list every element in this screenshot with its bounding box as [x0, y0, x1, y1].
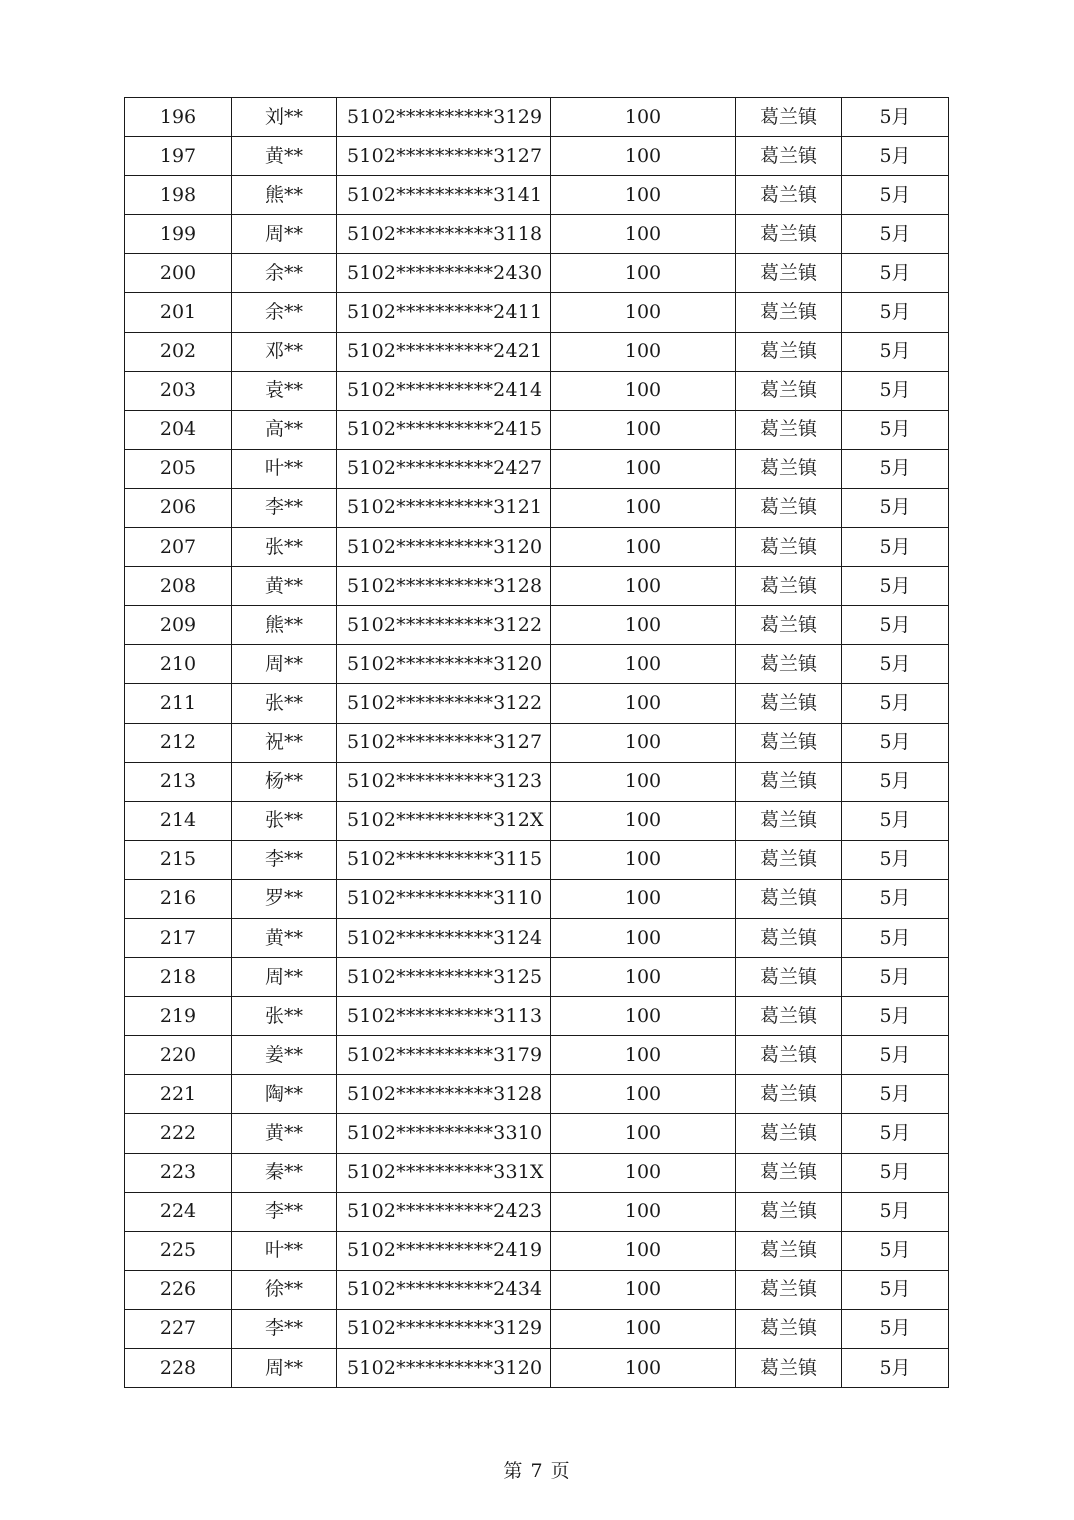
amount-cell: 100 [551, 1309, 736, 1348]
town-cell: 葛兰镇 [736, 1075, 842, 1114]
id-number-cell: 5102**********2421 [337, 332, 551, 371]
amount-cell: 100 [551, 1192, 736, 1231]
row-index-cell: 225 [125, 1231, 232, 1270]
table-row [125, 254, 949, 293]
amount-cell: 100 [551, 1075, 736, 1114]
town-cell: 葛兰镇 [736, 332, 842, 371]
id-number-cell: 5102**********3121 [337, 488, 551, 527]
amount-cell: 100 [551, 488, 736, 527]
table-row [125, 1309, 949, 1348]
id-number-cell: 5102**********3310 [337, 1114, 551, 1153]
month-cell: 5月 [842, 293, 949, 332]
amount-cell: 100 [551, 1270, 736, 1309]
town-cell: 葛兰镇 [736, 215, 842, 254]
row-index-cell: 199 [125, 215, 232, 254]
town-cell: 葛兰镇 [736, 1270, 842, 1309]
table-row [125, 98, 949, 137]
id-number-cell: 5102**********3123 [337, 762, 551, 801]
amount-cell: 100 [551, 801, 736, 840]
town-cell: 葛兰镇 [736, 1153, 842, 1192]
amount-cell: 100 [551, 840, 736, 879]
month-cell: 5月 [842, 98, 949, 137]
month-cell: 5月 [842, 879, 949, 918]
row-index-cell: 205 [125, 449, 232, 488]
month-cell: 5月 [842, 840, 949, 879]
table-row [125, 1270, 949, 1309]
row-index-cell: 227 [125, 1309, 232, 1348]
table-row [125, 1349, 949, 1388]
table-row [125, 723, 949, 762]
month-cell: 5月 [842, 410, 949, 449]
amount-cell: 100 [551, 176, 736, 215]
row-index-cell: 226 [125, 1270, 232, 1309]
name-cell: 陶** [232, 1075, 337, 1114]
row-index-cell: 203 [125, 371, 232, 410]
name-cell: 李** [232, 840, 337, 879]
table-row [125, 410, 949, 449]
id-number-cell: 5102**********3120 [337, 528, 551, 567]
amount-cell: 100 [551, 332, 736, 371]
town-cell: 葛兰镇 [736, 488, 842, 527]
table-row [125, 176, 949, 215]
id-number-cell: 5102**********3129 [337, 98, 551, 137]
month-cell: 5月 [842, 1114, 949, 1153]
town-cell: 葛兰镇 [736, 1309, 842, 1348]
id-number-cell: 5102**********2411 [337, 293, 551, 332]
row-index-cell: 216 [125, 879, 232, 918]
table-row [125, 1153, 949, 1192]
month-cell: 5月 [842, 215, 949, 254]
row-index-cell: 228 [125, 1349, 232, 1388]
name-cell: 余** [232, 254, 337, 293]
table-row [125, 371, 949, 410]
town-cell: 葛兰镇 [736, 176, 842, 215]
month-cell: 5月 [842, 371, 949, 410]
id-number-cell: 5102**********3127 [337, 723, 551, 762]
month-cell: 5月 [842, 1192, 949, 1231]
name-cell: 高** [232, 410, 337, 449]
name-cell: 姜** [232, 1036, 337, 1075]
month-cell: 5月 [842, 1270, 949, 1309]
id-number-cell: 5102**********331X [337, 1153, 551, 1192]
name-cell: 徐** [232, 1270, 337, 1309]
amount-cell: 100 [551, 606, 736, 645]
table-row [125, 1075, 949, 1114]
row-index-cell: 211 [125, 684, 232, 723]
name-cell: 秦** [232, 1153, 337, 1192]
id-number-cell: 5102**********2427 [337, 449, 551, 488]
town-cell: 葛兰镇 [736, 410, 842, 449]
row-index-cell: 200 [125, 254, 232, 293]
name-cell: 叶** [232, 449, 337, 488]
month-cell: 5月 [842, 332, 949, 371]
town-cell: 葛兰镇 [736, 1114, 842, 1153]
id-number-cell: 5102**********3128 [337, 567, 551, 606]
id-number-cell: 5102**********3122 [337, 684, 551, 723]
row-index-cell: 207 [125, 528, 232, 567]
month-cell: 5月 [842, 137, 949, 176]
row-index-cell: 201 [125, 293, 232, 332]
town-cell: 葛兰镇 [736, 762, 842, 801]
row-index-cell: 219 [125, 997, 232, 1036]
amount-cell: 100 [551, 254, 736, 293]
id-number-cell: 5102**********3115 [337, 840, 551, 879]
month-cell: 5月 [842, 176, 949, 215]
month-cell: 5月 [842, 958, 949, 997]
amount-cell: 100 [551, 410, 736, 449]
id-number-cell: 5102**********3128 [337, 1075, 551, 1114]
name-cell: 周** [232, 1349, 337, 1388]
town-cell: 葛兰镇 [736, 879, 842, 918]
amount-cell: 100 [551, 1036, 736, 1075]
name-cell: 祝** [232, 723, 337, 762]
month-cell: 5月 [842, 1075, 949, 1114]
table-row [125, 997, 949, 1036]
id-number-cell: 5102**********3110 [337, 879, 551, 918]
amount-cell: 100 [551, 762, 736, 801]
town-cell: 葛兰镇 [736, 371, 842, 410]
id-number-cell: 5102**********2415 [337, 410, 551, 449]
row-index-cell: 222 [125, 1114, 232, 1153]
row-index-cell: 210 [125, 645, 232, 684]
id-number-cell: 5102**********3120 [337, 645, 551, 684]
id-number-cell: 5102**********2419 [337, 1231, 551, 1270]
town-cell: 葛兰镇 [736, 1349, 842, 1388]
name-cell: 张** [232, 997, 337, 1036]
id-number-cell: 5102**********3122 [337, 606, 551, 645]
table-row [125, 1036, 949, 1075]
row-index-cell: 206 [125, 488, 232, 527]
row-index-cell: 196 [125, 98, 232, 137]
month-cell: 5月 [842, 1153, 949, 1192]
town-cell: 葛兰镇 [736, 684, 842, 723]
row-index-cell: 223 [125, 1153, 232, 1192]
table-row [125, 645, 949, 684]
name-cell: 黄** [232, 137, 337, 176]
name-cell: 张** [232, 801, 337, 840]
town-cell: 葛兰镇 [736, 801, 842, 840]
row-index-cell: 213 [125, 762, 232, 801]
amount-cell: 100 [551, 1349, 736, 1388]
id-number-cell: 5102**********3127 [337, 137, 551, 176]
row-index-cell: 208 [125, 567, 232, 606]
amount-cell: 100 [551, 997, 736, 1036]
table-row [125, 684, 949, 723]
name-cell: 黄** [232, 1114, 337, 1153]
row-index-cell: 214 [125, 801, 232, 840]
amount-cell: 100 [551, 215, 736, 254]
amount-cell: 100 [551, 958, 736, 997]
id-number-cell: 5102**********3141 [337, 176, 551, 215]
month-cell: 5月 [842, 1036, 949, 1075]
name-cell: 邓** [232, 332, 337, 371]
name-cell: 袁** [232, 371, 337, 410]
amount-cell: 100 [551, 528, 736, 567]
row-index-cell: 221 [125, 1075, 232, 1114]
row-index-cell: 204 [125, 410, 232, 449]
amount-cell: 100 [551, 645, 736, 684]
data-table [124, 97, 949, 1388]
amount-cell: 100 [551, 684, 736, 723]
amount-cell: 100 [551, 918, 736, 957]
name-cell: 周** [232, 645, 337, 684]
amount-cell: 100 [551, 1231, 736, 1270]
id-number-cell: 5102**********3179 [337, 1036, 551, 1075]
table-row [125, 1192, 949, 1231]
table-row [125, 137, 949, 176]
name-cell: 杨** [232, 762, 337, 801]
table-row [125, 762, 949, 801]
name-cell: 周** [232, 215, 337, 254]
table-row [125, 1231, 949, 1270]
month-cell: 5月 [842, 606, 949, 645]
table-body [125, 98, 949, 1388]
table-row [125, 958, 949, 997]
town-cell: 葛兰镇 [736, 254, 842, 293]
name-cell: 李** [232, 1192, 337, 1231]
amount-cell: 100 [551, 293, 736, 332]
month-cell: 5月 [842, 684, 949, 723]
town-cell: 葛兰镇 [736, 1192, 842, 1231]
town-cell: 葛兰镇 [736, 1036, 842, 1075]
month-cell: 5月 [842, 1309, 949, 1348]
month-cell: 5月 [842, 918, 949, 957]
name-cell: 李** [232, 1309, 337, 1348]
row-index-cell: 198 [125, 176, 232, 215]
amount-cell: 100 [551, 137, 736, 176]
town-cell: 葛兰镇 [736, 918, 842, 957]
table-row [125, 801, 949, 840]
table-row [125, 567, 949, 606]
name-cell: 罗** [232, 879, 337, 918]
table-row [125, 215, 949, 254]
name-cell: 刘** [232, 98, 337, 137]
name-cell: 黄** [232, 567, 337, 606]
id-number-cell: 5102**********3120 [337, 1349, 551, 1388]
month-cell: 5月 [842, 997, 949, 1036]
town-cell: 葛兰镇 [736, 528, 842, 567]
town-cell: 葛兰镇 [736, 137, 842, 176]
id-number-cell: 5102**********2423 [337, 1192, 551, 1231]
town-cell: 葛兰镇 [736, 606, 842, 645]
month-cell: 5月 [842, 645, 949, 684]
table-row [125, 449, 949, 488]
amount-cell: 100 [551, 1153, 736, 1192]
amount-cell: 100 [551, 98, 736, 137]
id-number-cell: 5102**********3125 [337, 958, 551, 997]
id-number-cell: 5102**********3113 [337, 997, 551, 1036]
month-cell: 5月 [842, 567, 949, 606]
table-row [125, 528, 949, 567]
amount-cell: 100 [551, 879, 736, 918]
table-row [125, 879, 949, 918]
town-cell: 葛兰镇 [736, 840, 842, 879]
row-index-cell: 209 [125, 606, 232, 645]
month-cell: 5月 [842, 762, 949, 801]
id-number-cell: 5102**********3124 [337, 918, 551, 957]
id-number-cell: 5102**********312X [337, 801, 551, 840]
id-number-cell: 5102**********3129 [337, 1309, 551, 1348]
row-index-cell: 215 [125, 840, 232, 879]
row-index-cell: 212 [125, 723, 232, 762]
town-cell: 葛兰镇 [736, 645, 842, 684]
month-cell: 5月 [842, 254, 949, 293]
row-index-cell: 218 [125, 958, 232, 997]
table-row [125, 332, 949, 371]
name-cell: 叶** [232, 1231, 337, 1270]
name-cell: 张** [232, 528, 337, 567]
table-row [125, 1114, 949, 1153]
row-index-cell: 217 [125, 918, 232, 957]
town-cell: 葛兰镇 [736, 567, 842, 606]
row-index-cell: 197 [125, 137, 232, 176]
table-row [125, 918, 949, 957]
amount-cell: 100 [551, 567, 736, 606]
town-cell: 葛兰镇 [736, 958, 842, 997]
town-cell: 葛兰镇 [736, 98, 842, 137]
row-index-cell: 224 [125, 1192, 232, 1231]
month-cell: 5月 [842, 723, 949, 762]
amount-cell: 100 [551, 723, 736, 762]
town-cell: 葛兰镇 [736, 293, 842, 332]
name-cell: 熊** [232, 176, 337, 215]
table-row [125, 840, 949, 879]
name-cell: 李** [232, 488, 337, 527]
name-cell: 张** [232, 684, 337, 723]
page-number: 第 7 页 [503, 1460, 571, 1482]
town-cell: 葛兰镇 [736, 449, 842, 488]
amount-cell: 100 [551, 371, 736, 410]
id-number-cell: 5102**********2430 [337, 254, 551, 293]
id-number-cell: 5102**********2434 [337, 1270, 551, 1309]
name-cell: 周** [232, 958, 337, 997]
id-number-cell: 5102**********2414 [337, 371, 551, 410]
id-number-cell: 5102**********3118 [337, 215, 551, 254]
name-cell: 熊** [232, 606, 337, 645]
table-row [125, 606, 949, 645]
table-row [125, 488, 949, 527]
table-row [125, 293, 949, 332]
month-cell: 5月 [842, 801, 949, 840]
town-cell: 葛兰镇 [736, 723, 842, 762]
town-cell: 葛兰镇 [736, 1231, 842, 1270]
month-cell: 5月 [842, 449, 949, 488]
town-cell: 葛兰镇 [736, 997, 842, 1036]
amount-cell: 100 [551, 1114, 736, 1153]
row-index-cell: 202 [125, 332, 232, 371]
name-cell: 余** [232, 293, 337, 332]
name-cell: 黄** [232, 918, 337, 957]
month-cell: 5月 [842, 1231, 949, 1270]
month-cell: 5月 [842, 488, 949, 527]
amount-cell: 100 [551, 449, 736, 488]
month-cell: 5月 [842, 528, 949, 567]
month-cell: 5月 [842, 1349, 949, 1388]
row-index-cell: 220 [125, 1036, 232, 1075]
